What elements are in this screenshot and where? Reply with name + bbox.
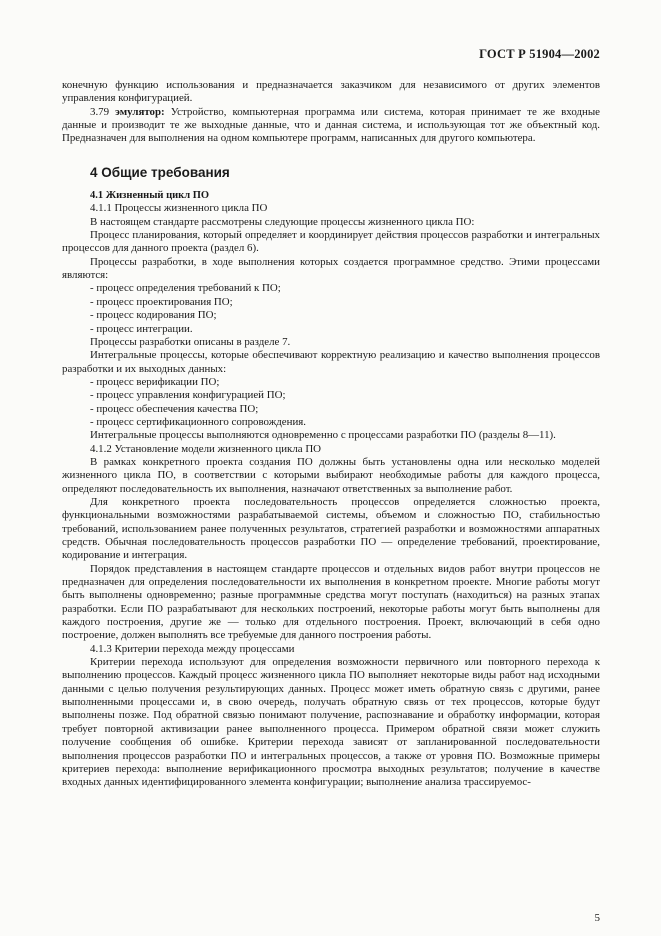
- document-body: [62, 79, 600, 790]
- definition-text: Устройство, компьютерная программа или система, которая принимает те же входные данные и производит те же выходные данные, что и данная система, и использующая тот же объектный код. Предназначен для выполнения на одном компьютере программ, написанных для другого компьютера.: [62, 105, 600, 145]
- list-item: - процесс управления конфигурацией ПО;: [90, 389, 286, 402]
- section-heading: 4 Общие требования: [90, 164, 230, 180]
- clause-number: 3.79: [90, 105, 110, 118]
- paragraph: Порядок представления в настоящем стандарте процессов и отдельных видов работ внутри процессов не предназначен для определения последовательности их выполнения в конкретном проекте. Многие работы могут быть выполнены одновременно; разные программные средства могут поступать (находиться) на разных этапах разработки. Если ПО разрабатывают для нескольких построений, некоторые работы могут быть выполнены для каждого построения, другие же — только для отдельного построения. Проект, включающий в себя одно построение, должен выполнять все требуемые для данного построения работы.: [62, 562, 600, 642]
- list-item: - процесс проектирования ПО;: [90, 295, 233, 308]
- document-page: [62, 0, 600, 936]
- list-item: - процесс сертификационного сопровождения.: [90, 415, 307, 428]
- paragraph: Интегральные процессы выполняются одновременно с процессами разработки ПО (разделы 8—11).: [90, 429, 556, 442]
- list-item: - процесс обеспечения качества ПО;: [90, 402, 259, 415]
- subsection-heading: 4.1 Жизненный цикл ПО: [90, 190, 210, 202]
- document-code-header: ГОСТ Р 51904—2002: [479, 47, 600, 61]
- paragraph: Процесс планирования, который определяет и координирует действия процессов разработки и интегральных процессов для данного проекта (раздел 6).: [62, 229, 600, 255]
- paragraph: В настоящем стандарте рассмотрены следующие процессы жизненного цикла ПО:: [90, 215, 475, 228]
- clause-heading: 4.1.3 Критерии перехода между процессами: [90, 642, 295, 655]
- list-item: - процесс определения требований к ПО;: [90, 282, 281, 295]
- paragraph: Интегральные процессы, которые обеспечивают корректную реализацию и качество выполнения процессов разработки и их выходных данных:: [62, 349, 600, 375]
- definition-emulator: [62, 106, 600, 146]
- defined-term: эмулятор:: [115, 105, 165, 118]
- clause-heading: 4.1.2 Установление модели жизненного цикла ПО: [90, 442, 322, 455]
- paragraph: Для конкретного проекта последовательность процессов определяется сложностью проекта, функциональными возможностями разрабатываемой системы, объемом и сложностью ПО, стабильностью требований, использованием ранее полученных результатов, стратегией разработки и возможностями аппаратных средств. Обычная последовательность процессов разработки ПО — определение требований, проектирование, кодирование и интеграция.: [62, 495, 600, 562]
- list-item: - процесс верификации ПО;: [90, 375, 220, 388]
- paragraph: Критерии перехода используют для определения возможности первичного или повторного перехода к выполнению процессов. Каждый процесс жизненного цикла ПО выполняет некоторые виды работ над исходными данными с целью получения результирующих данных. Процесс может иметь обратную связь с другими, ранее выполненными процессами и, в свою очередь, получать обратную связь от тех процессов, которые будут выполнены позже. Под обратной связью понимают получение, распознавание и обработку информации, которая требует повторной активизации ранее выполненного процесса. Примером обратной связи может служить получение сообщения об ошибке. Критерии перехода зависят от запланированной последовательности выполнения процессов разработки ПО и интегральных процессов, а также от уровня ПО. Возможные примеры критериев перехода: выполнение верификационного просмотра выходных результатов; получение в качестве входных данных идентифицированного элемента конфигурации; выполнение анализа трассируемос-: [62, 656, 600, 789]
- paragraph: Процессы разработки, в ходе выполнения которых создается программное средство. Этими процессами являются:: [62, 255, 600, 282]
- paragraph: конечную функцию использования и предназначается заказчиком для независимого от других элементов управления конфигурацией.: [62, 79, 600, 105]
- list-item: - процесс интеграции.: [90, 322, 193, 335]
- list-item: - процесс кодирования ПО;: [90, 309, 217, 322]
- clause-heading: 4.1.1 Процессы жизненного цикла ПО: [90, 202, 268, 215]
- paragraph: В рамках конкретного проекта создания ПО должны быть установлены одна или несколько моделей жизненного цикла ПО, в соответствии с которыми выбирают необходимые работы для каждого процесса, определяют последовательность их выполнения, назначают ответственных за выполнение работ.: [62, 455, 600, 495]
- paragraph: Процессы разработки описаны в разделе 7.: [90, 335, 291, 348]
- page-number: 5: [594, 912, 600, 924]
